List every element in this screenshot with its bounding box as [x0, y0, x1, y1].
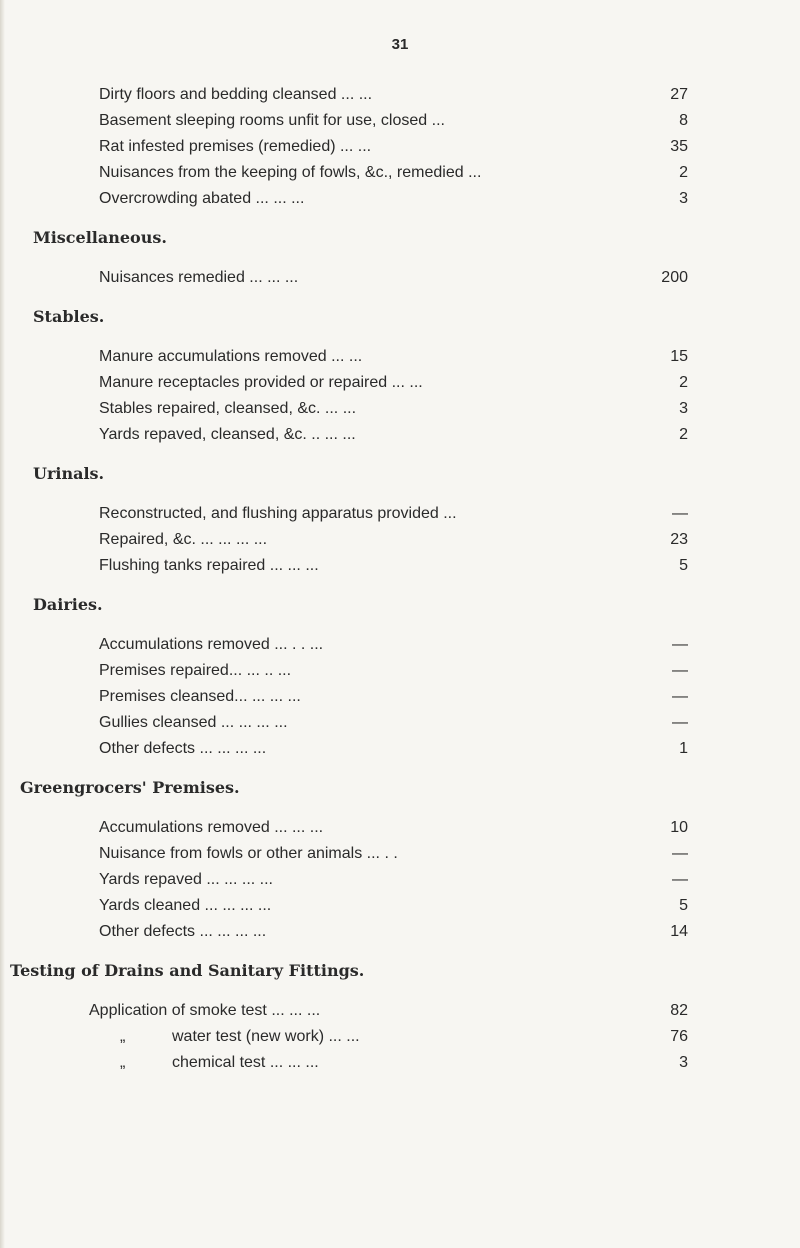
section-title: Stables.	[33, 307, 105, 326]
row-label: Other defects ... ... ... ...	[99, 740, 267, 757]
row-label: Other defects ... ... ... ...	[99, 923, 267, 940]
table-row	[0, 845, 800, 871]
table-row	[0, 557, 800, 583]
row-label: Nuisance from fowls or other animals ... . .	[99, 845, 398, 862]
section-title: Dairies.	[33, 595, 103, 614]
row-label: Flushing tanks repaired ... ... ...	[99, 557, 319, 574]
row-label: Accumulations removed ... ... ...	[99, 819, 324, 836]
table-row	[0, 1054, 800, 1080]
row-value: —	[672, 636, 688, 653]
row-label: Application of smoke test ... ... ...	[89, 1002, 321, 1019]
row-label: Nuisances remedied ... ... ...	[99, 269, 299, 286]
table-row	[0, 819, 800, 845]
section-heading-urinals	[0, 452, 800, 505]
row-value: —	[672, 505, 688, 522]
row-label: Dirty floors and bedding cleansed ... ...	[99, 86, 373, 103]
sanitary-report-table	[0, 86, 800, 1080]
table-row	[0, 636, 800, 662]
table-row	[0, 426, 800, 452]
row-label: Premises repaired... ... .. ...	[99, 662, 292, 679]
table-row	[0, 1028, 800, 1054]
table-row	[0, 138, 800, 164]
row-value: 8	[679, 112, 688, 129]
ditto-mark: „	[120, 1028, 126, 1045]
table-row	[0, 662, 800, 688]
table-row	[0, 190, 800, 216]
row-value: 3	[679, 1054, 688, 1071]
row-label: chemical test ... ... ...	[172, 1054, 319, 1071]
section-title: Miscellaneous.	[33, 228, 167, 247]
row-label: Gullies cleansed ... ... ... ...	[99, 714, 288, 731]
row-value: 3	[679, 190, 688, 207]
table-row	[0, 112, 800, 138]
row-value: 2	[679, 164, 688, 181]
table-row	[0, 348, 800, 374]
section-heading-greengrocers	[0, 766, 800, 819]
row-label: Premises cleansed... ... ... ...	[99, 688, 301, 705]
row-value: 3	[679, 400, 688, 417]
row-label: Yards cleaned ... ... ... ...	[99, 897, 272, 914]
table-row	[0, 374, 800, 400]
row-value: 5	[679, 897, 688, 914]
table-row	[0, 688, 800, 714]
row-value: 27	[670, 86, 688, 103]
table-row	[0, 897, 800, 923]
row-value: 200	[661, 269, 688, 286]
row-label: Manure accumulations removed ... ...	[99, 348, 363, 365]
row-value: 2	[679, 426, 688, 443]
table-row	[0, 269, 800, 295]
row-label: water test (new work) ... ...	[172, 1028, 360, 1045]
row-value: 10	[670, 819, 688, 836]
row-label: Yards repaved ... ... ... ...	[99, 871, 273, 888]
row-value: —	[672, 845, 688, 862]
ditto-mark: „	[120, 1054, 126, 1071]
table-row	[0, 505, 800, 531]
page-number: 31	[391, 36, 409, 53]
row-value: 76	[670, 1028, 688, 1045]
section-heading-stables	[0, 295, 800, 348]
table-row	[0, 740, 800, 766]
row-value: 14	[670, 923, 688, 940]
row-label: Yards repaved, cleansed, &c. .. ... ...	[99, 426, 356, 443]
section-title: Greengrocers' Premises.	[20, 778, 240, 797]
section-heading-dairies	[0, 583, 800, 636]
row-value: 23	[670, 531, 688, 548]
row-label: Basement sleeping rooms unfit for use, closed ...	[99, 112, 445, 129]
row-value: —	[672, 662, 688, 679]
row-label: Stables repaired, cleansed, &c. ... ...	[99, 400, 357, 417]
table-row	[0, 923, 800, 949]
section-title: Urinals.	[33, 464, 105, 483]
table-row	[0, 1002, 800, 1028]
row-value: 5	[679, 557, 688, 574]
row-value: 1	[679, 740, 688, 757]
table-row	[0, 400, 800, 426]
table-row	[0, 86, 800, 112]
section-heading-miscellaneous	[0, 216, 800, 269]
table-row	[0, 164, 800, 190]
row-value: 2	[679, 374, 688, 391]
row-label: Nuisances from the keeping of fowls, &c., remedied ...	[99, 164, 482, 181]
row-value: 82	[670, 1002, 688, 1019]
row-value: —	[672, 871, 688, 888]
row-label: Reconstructed, and flushing apparatus provided ...	[99, 505, 457, 522]
section-title: Testing of Drains and Sanitary Fittings.	[10, 961, 365, 980]
row-label: Accumulations removed ... . . ...	[99, 636, 324, 653]
row-label: Manure receptacles provided or repaired ... ...	[99, 374, 423, 391]
row-label: Repaired, &c. ... ... ... ...	[99, 531, 268, 548]
row-value: 35	[670, 138, 688, 155]
section-heading-testing	[0, 949, 800, 1002]
table-row	[0, 531, 800, 557]
row-value: —	[672, 688, 688, 705]
row-value: 15	[670, 348, 688, 365]
table-row	[0, 871, 800, 897]
row-label: Overcrowding abated ... ... ...	[99, 190, 305, 207]
table-row	[0, 714, 800, 740]
row-label: Rat infested premises (remedied) ... ...	[99, 138, 372, 155]
row-value: —	[672, 714, 688, 731]
